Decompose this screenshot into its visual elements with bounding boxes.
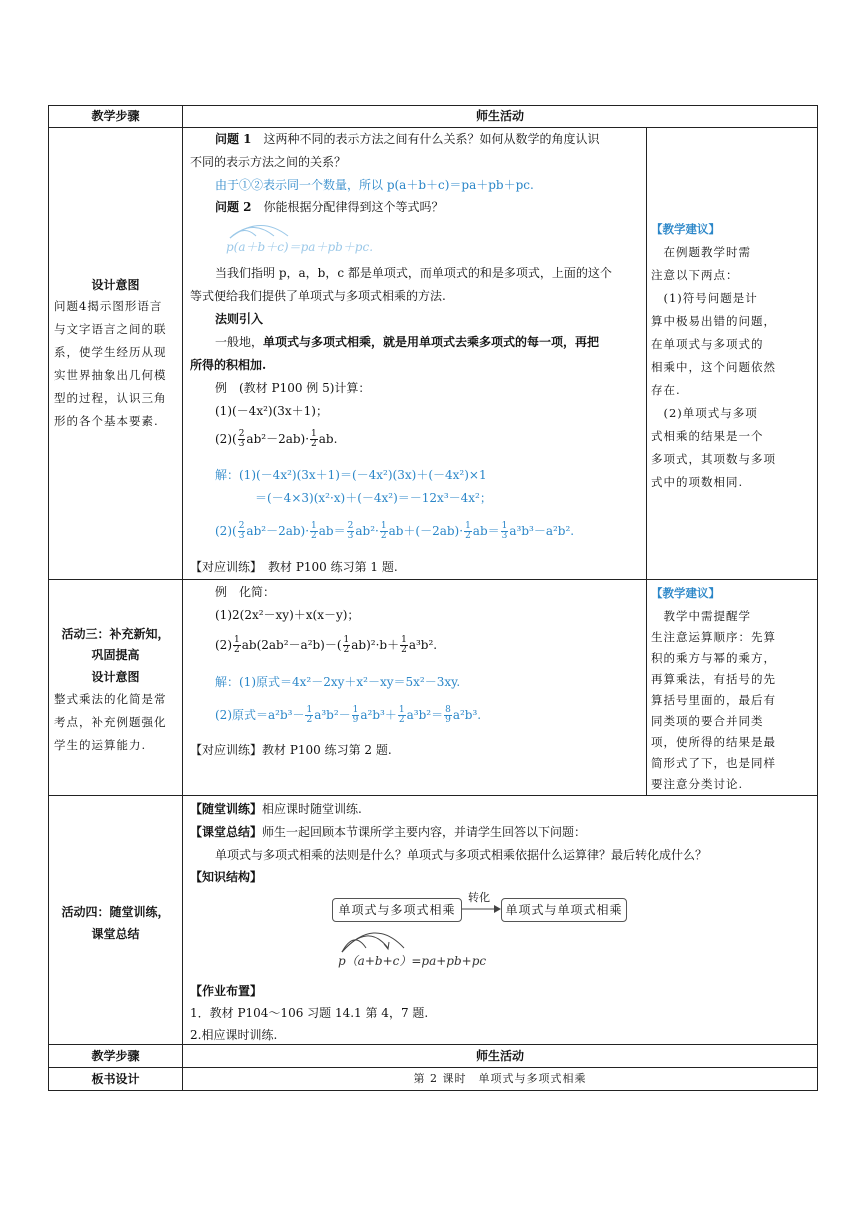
tip-line: 算中极易出错的问题，	[651, 314, 776, 328]
teaching-tip-heading: 【教学建议】	[651, 222, 720, 236]
solution-1-line-1: 解：(1)(－4x²)(3x＋1)＝(－4x²)(3x)＋(－4x²)×1	[215, 468, 487, 482]
tip-line: 式相乘的结果是一个	[651, 429, 764, 443]
footer-steps: 教学步骤	[91, 1049, 140, 1063]
solution-1: 解：(1)原式＝4x²－2xy＋x²－xy＝5x²－3xy.	[215, 675, 461, 689]
example-heading: 例 (教材 P100 例 5)计算：	[215, 381, 371, 395]
column-divider	[182, 105, 183, 1091]
rule-line-1: 一般地，单项式与多项式相乘，就是用单项式去乘多项式的每一项，再把	[215, 335, 600, 349]
design-intent-title: 设计意图	[91, 670, 140, 684]
design-intent-title: 设计意图	[91, 278, 140, 292]
tip-line: (1)符号问题是计	[651, 291, 758, 305]
fraction: $\frac{1}{2}$	[465, 521, 471, 541]
paragraph-line-1: 当我们指明 p，a，b，c 都是单项式，而单项式的和是多项式，上面的这个	[215, 266, 612, 280]
diagram-box-left: 单项式与多项式相乘	[332, 898, 462, 922]
fraction: $\frac{2}{3}$	[238, 429, 245, 449]
class-summary: 【课堂总结】师生一起回顾本节课所学主要内容，并请学生回答以下问题：	[190, 825, 587, 839]
practice-2: 【对应训练】教材 P100 练习第 2 题.	[190, 743, 392, 757]
design-intent-line: 问题4揭示图形语言	[54, 299, 163, 313]
diagram-formula: p（a+b+c）=pa+pb+pc	[338, 954, 487, 968]
fraction: $\frac{1}{2}$	[306, 705, 313, 725]
design-intent-line: 考点，补充例题强化	[54, 715, 167, 729]
activity-4-title: 活动四：随堂训练，	[61, 905, 170, 919]
table-border-right	[817, 105, 818, 1091]
question-1-line-1: 问题 1 这两种不同的表示方法之间有什么关系？如何从数学的角度认识	[215, 132, 600, 146]
teaching-tip-heading: 【教学建议】	[651, 586, 720, 600]
rule-title: 法则引入	[215, 312, 264, 326]
tip-line: 教学中需提醒学	[651, 609, 751, 623]
knowledge-structure-heading: 【知识结构】	[190, 870, 263, 884]
fraction: $\frac{1}{2}$	[380, 521, 387, 541]
distribution-arcs-icon	[334, 922, 414, 954]
solution-1-line-2: ＝(－4×3)(x²·x)＋(－4x²)＝－12x³－4x²；	[255, 491, 492, 505]
example-item-1: (1)(－4x²)(3x＋1)；	[215, 404, 328, 418]
design-intent-line: 整式乘法的化简是常	[54, 692, 167, 706]
footer-activity: 师生活动	[475, 1049, 524, 1063]
board-design-label: 板书设计	[91, 1072, 140, 1086]
diagram-box-right: 单项式与单项式相乘	[501, 898, 627, 922]
tip-line: 式中的项数相同.	[651, 475, 744, 489]
tip-line: 简形式了下，也是同样	[651, 756, 776, 770]
design-intent-line: 实世界抽象出几何模	[54, 368, 167, 382]
design-intent-line: 学生的运算能力.	[54, 738, 147, 752]
tip-line: 在单项式与多项式的	[651, 337, 764, 351]
header-activity: 师生活动	[475, 109, 524, 123]
answer-1: 由于①②表示同一个数量，所以 p(a＋b＋c)＝pa＋pb＋pc.	[215, 178, 534, 192]
example-item-1: (1)2(2x²－xy)＋x(x－y)；	[215, 608, 360, 622]
solution-2: (2)原式＝a²b³－ $\frac{1}{2}$ a³b²－ $\frac{1}{9}$ a²b³＋ $\frac{1}{2}$ a³b²＝ $\frac{8}{9}$ a²b³.	[215, 705, 482, 725]
distributive-formula: p(a＋b＋c)＝pa＋pb＋pc.	[220, 218, 420, 258]
design-intent-line: 型的过程，认识三角	[54, 391, 167, 405]
fraction: $\frac{2}{3}$	[347, 521, 354, 541]
fraction: $\frac{1}{2}$	[311, 521, 317, 541]
question-1-line-2: 不同的表示方法之间的关系？	[190, 155, 347, 169]
design-intent-line: 形的各个基本要素.	[54, 414, 159, 428]
fraction: $\frac{1}{2}$	[311, 429, 317, 449]
paragraph-line-2: 等式便给我们提供了单项式与多项式相乘的方法.	[190, 289, 446, 303]
tip-line: 算括号里面的，最后有	[651, 693, 776, 707]
tip-column-divider	[646, 127, 647, 796]
tip-line: 生注意运算顺序：先算	[651, 630, 776, 644]
design-intent-line: 与文字语言之间的联	[54, 322, 167, 336]
fraction: $\frac{1}{2}$	[401, 635, 407, 655]
table-border-left	[48, 105, 49, 1091]
homework-heading: 【作业布置】	[190, 984, 263, 998]
summary-questions: 单项式与多项式相乘的法则是什么？单项式与多项式相乘依据什么运算律？最后转化成什么？	[215, 848, 708, 862]
rule-line-2: 所得的积相加.	[190, 358, 267, 372]
tip-line: 注意以下两点：	[651, 268, 739, 282]
homework-item-2: 2.相应课时训练.	[190, 1028, 278, 1042]
homework-item-1: 1．教材 P104～106 习题 14.1 第 4，7 题.	[190, 1006, 429, 1020]
example-item-2: (2) $\frac{1}{2}$ ab(2ab²－a²b)－( $\frac{1}{2}$ ab)²·b＋ $\frac{1}{2}$ a³b².	[215, 635, 438, 655]
row-divider	[48, 127, 818, 128]
example-item-2: (2)( $\frac{2}{3}$ ab²－2ab)· $\frac{1}{2}$ ab.	[215, 429, 338, 449]
tip-line: 在例题教学时需	[651, 245, 751, 259]
board-design-content: 第 2 课时 单项式与多项式相乘	[413, 1072, 587, 1085]
question-2: 问题 2 你能根据分配律得到这个等式吗？	[215, 200, 444, 214]
tip-line: 同类项的要合并同类	[651, 714, 764, 728]
tip-line: 相乘中，这个问题依然	[651, 360, 776, 374]
activity-3-title: 活动三：补充新知，	[61, 627, 170, 641]
tip-line: 存在.	[651, 383, 681, 397]
tip-line: 积的乘方与幂的乘方，	[651, 651, 776, 665]
diagram-arrow-label: 转化	[468, 891, 490, 904]
fraction: $\frac{8}{9}$	[445, 705, 451, 725]
header-steps: 教学步骤	[91, 109, 140, 123]
distribution-arcs-icon	[222, 220, 312, 240]
example-heading: 例 化简：	[215, 585, 276, 599]
tip-line: 多项式，其项数与多项	[651, 452, 776, 466]
activity-4-title-2: 课堂总结	[91, 927, 140, 941]
design-intent-line: 系，使学生经历从现	[54, 345, 167, 359]
fraction: $\frac{1}{2}$	[343, 635, 350, 655]
fraction: $\frac{1}{2}$	[234, 635, 240, 655]
right-arrow-icon	[462, 903, 502, 915]
row-divider	[48, 579, 818, 580]
activity-3-title-2: 巩固提高	[91, 648, 140, 662]
solution-2: (2)( $\frac{2}{3}$ ab²－2ab)· $\frac{1}{2}$ ab＝ $\frac{2}{3}$ ab²· $\frac{1}{2}$ ab＋(－2ab)· $\frac{1}{2}$ ab＝ $\frac{1}{3}$ a³b³－a²b².	[215, 521, 575, 541]
fraction: $\frac{1}{3}$	[501, 521, 508, 541]
tip-line: (2)单项式与多项	[651, 406, 758, 420]
fraction: $\frac{2}{3}$	[238, 521, 245, 541]
fraction: $\frac{1}{9}$	[352, 705, 359, 725]
tip-line: 要注意分类讨论.	[651, 777, 744, 791]
tip-line: 再算乘法，有括号的先	[651, 672, 776, 686]
fraction: $\frac{1}{2}$	[398, 705, 405, 725]
table-border-bottom	[48, 1090, 818, 1091]
tip-line: 项，使所得的结果是最	[651, 735, 776, 749]
practice-1: 【对应训练】 教材 P100 练习第 1 题.	[190, 560, 398, 574]
row-divider	[48, 795, 818, 796]
in-class-drill: 【随堂训练】相应课时随堂训练.	[190, 802, 362, 816]
